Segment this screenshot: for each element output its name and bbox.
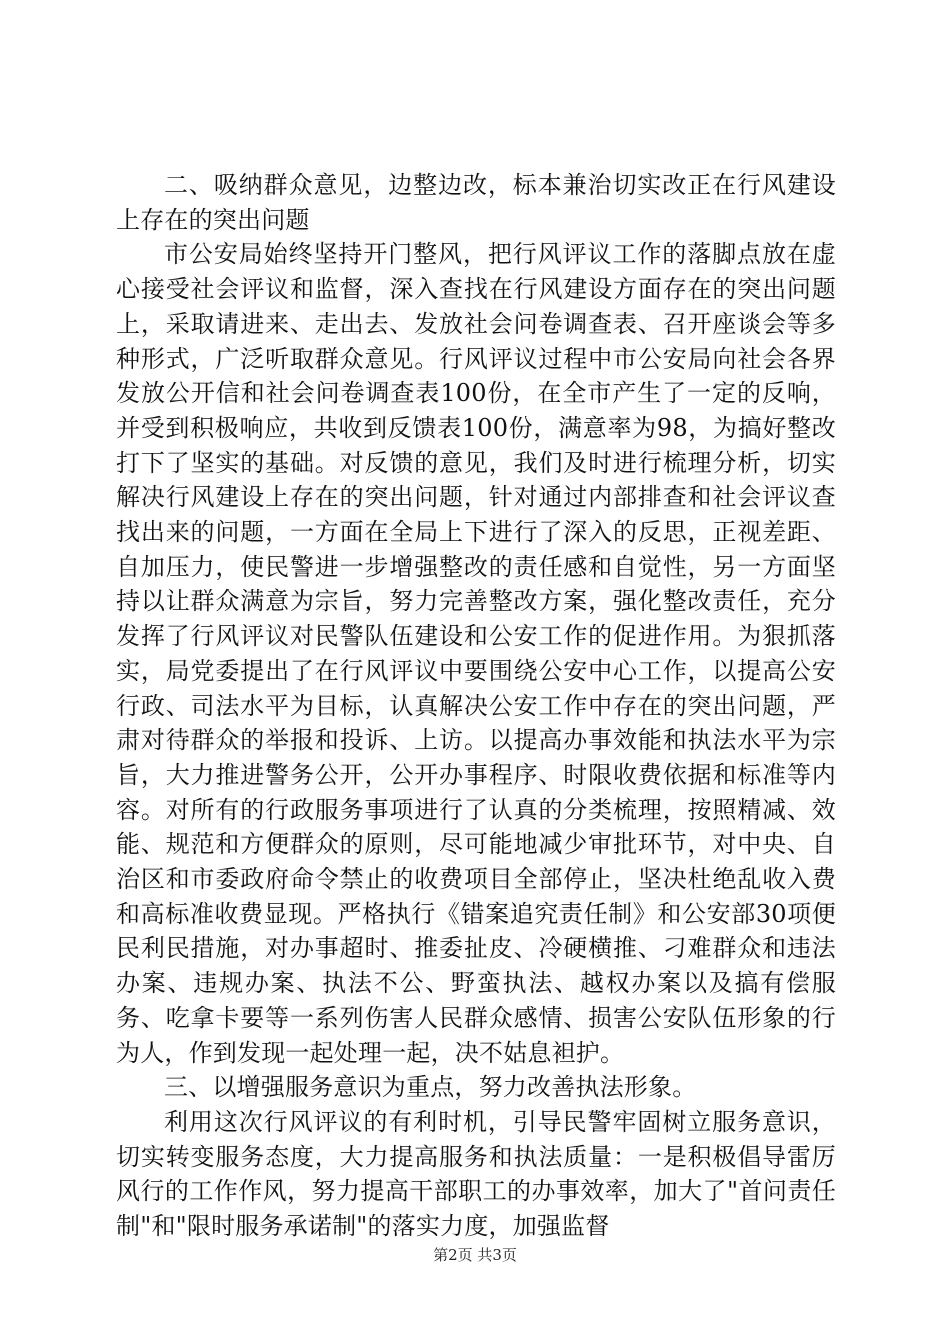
page-footer: 第2页 共3页 bbox=[433, 1246, 517, 1264]
document-body bbox=[116, 168, 836, 1244]
body-paragraph: 市公安局始终坚持开门整风，把行风评议工作的落脚点放在虚心接受社会评议和监督，深入查找在行风建设方面存在的突出问题上，采取请进来、走出去、发放社会问卷调查表、召开座谈会等多种形式，广泛听取群众意见。行风评议过程中市公安局向社会各界发放公开信和社会问卷调查表100份，在全市产生了一定的反响，并受到积极响应，共收到反馈表100份，满意率为98，为搞好整改打下了坚实的基础。对反馈的意见，我们及时进行梳理分析，切实解决行风建设上存在的突出问题，针对通过内部排查和社会评议查找出来的问题，一方面在全局上下进行了深入的反思，正视差距、自加压力，使民警进一步增强整改的责任感和自觉性，另一方面坚持以让群众满意为宗旨，努力完善整改方案，强化整改责任，充分发挥了行风评议对民警队伍建设和公安工作的促进作用。为狠抓落实，局党委提出了在行风评议中要围绕公安中心工作，以提高公安行政、司法水平为目标，认真解决公安工作中存在的突出问题，严肃对待群众的举报和投诉、上访。以提高办事效能和执法水平为宗旨，大力推进警务公开，公开办事程序、时限收费依据和标准等内容。对所有的行政服务事项进行了认真的分类梳理，按照精减、效能、规范和方便群众的原则，尽可能地减少审批环节，对中央、自治区和市委政府命令禁止的收费项目全部停止，坚决杜绝乱收入费和高标准收费显现。严格执行《错案追究责任制》和公安部30项便民利民措施，对办事超时、推委扯皮、冷硬横推、刁难群众和违法办案、违规办案、执法不公、野蛮执法、越权办案以及搞有偿服务、吃拿卡要等一系列伤害人民群众感情、损害公安队伍形象的行为人，作到发现一起处理一起，决不姑息袒护。 bbox=[116, 240, 836, 1067]
section-heading-2: 二、吸纳群众意见，边整边改，标本兼治切实改正在行风建设上存在的突出问题 bbox=[116, 171, 836, 234]
body-paragraph: 利用这次行风评议的有利时机，引导民警牢固树立服务意识，切实转变服务态度，大力提高服务和执法质量：一是积极倡导雷厉风行的工作作风，努力提高干部职工的办事效率，加大了"首问责任制"和"限时服务承诺制"的落实力度，加强监督 bbox=[116, 1107, 836, 1241]
section-heading-3: 三、以增强服务意识为重点，努力改善执法形象。 bbox=[164, 1073, 697, 1102]
